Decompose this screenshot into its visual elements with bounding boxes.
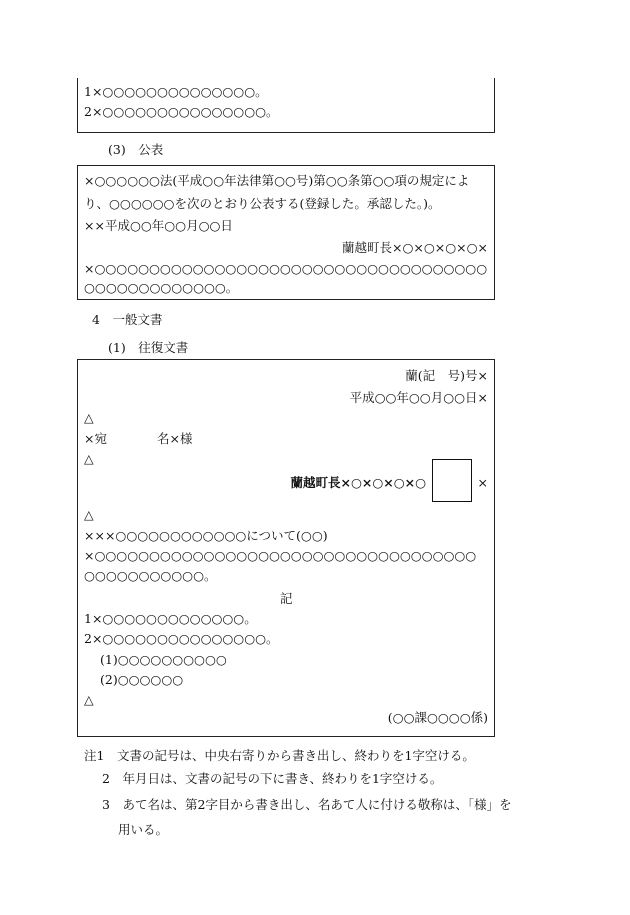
section-heading-general: 4 一般文書: [92, 312, 163, 327]
seal-box: [432, 459, 472, 502]
body-line: ×○○○○○○○○○○○○○○○○○○○○○○○○○○○○○○○○○○○: [84, 548, 477, 563]
publication-date: ××平成○○年○○月○○日: [84, 218, 233, 233]
publication-line: ×○○○○○○○○○○○○○○○○○○○○○○○○○○○○○○○○○○○○: [84, 261, 488, 276]
publication-line: ×○○○○○○法(平成○○年法律第○○号)第○○条第○○項の規定によ: [84, 173, 470, 188]
sender-tail: ×: [477, 475, 488, 490]
section-contact: (○○課○○○○係): [387, 710, 488, 725]
note-2: 2 年月日は、文書の記号の下に書き、終わりを1字空ける。: [102, 771, 443, 786]
note-3: 3 あて名は、第2字目から書き出し、名あて人に付ける敬称は、「様」を: [102, 797, 512, 812]
sender-name: 蘭越町長×○×○×○×○: [290, 475, 426, 490]
publication-example-box: [77, 165, 495, 300]
ki-heading: 記: [280, 591, 293, 606]
list-item: 1×○○○○○○○○○○○○○○。: [84, 84, 268, 99]
list-item: 1×○○○○○○○○○○○○○。: [84, 611, 257, 626]
letter-example-box: [77, 359, 495, 737]
spacer-mark: △: [84, 410, 94, 425]
spacer-mark: △: [84, 507, 94, 522]
doc-number: 蘭(記 号)号×: [405, 368, 488, 383]
subject-line: ×××○○○○○○○○○○○○について(○○): [84, 528, 328, 543]
sub-item: (1)○○○○○○○○○○: [100, 652, 227, 667]
sub-item: (2)○○○○○○: [100, 672, 184, 687]
publication-line: ○○○○○○○○○○○○○。: [84, 280, 239, 295]
spacer-mark: △: [84, 692, 94, 707]
list-item: 2×○○○○○○○○○○○○○○○。: [84, 631, 279, 646]
letter-date: 平成○○年○○月○○日×: [349, 390, 488, 405]
body-line: ○○○○○○○○○○○。: [84, 568, 217, 583]
note-3-continued: 用いる。: [118, 822, 169, 837]
publication-line: り、○○○○○○を次のとおり公表する(登録した。承認した。)。: [84, 196, 441, 211]
publication-signer: 蘭越町長×○×○×○×○×: [342, 240, 488, 255]
spacer-mark: △: [84, 451, 94, 466]
section-heading-letter: (1) 往復文書: [108, 340, 189, 355]
note-1: 注1 文書の記号は、中央右寄りから書き出し、終わりを1字空ける。: [84, 748, 475, 763]
continued-list-box: [77, 78, 495, 133]
list-item: 2×○○○○○○○○○○○○○○○。: [84, 104, 279, 119]
addressee: ×宛 名×様: [84, 431, 193, 446]
section-heading-publication: (3) 公表: [108, 142, 164, 157]
